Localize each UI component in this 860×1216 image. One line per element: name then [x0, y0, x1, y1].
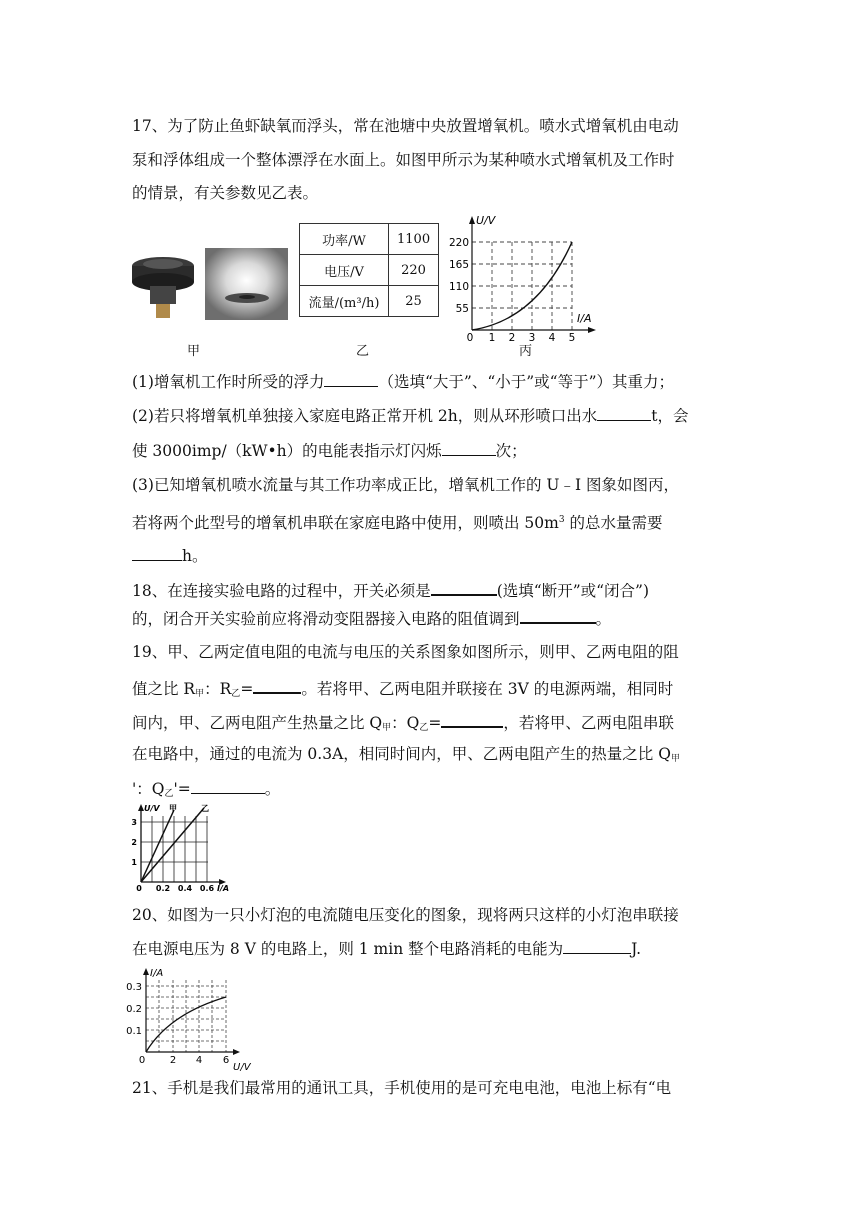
x-tick-label: 0 — [136, 884, 142, 893]
y-tick-label: 2 — [131, 838, 137, 847]
q20-line1: 20、如图为一只小灯泡的电流随电压变化的图象，现将两只这样的小灯泡串联接 — [132, 906, 679, 924]
caption-jia: 甲 — [187, 344, 201, 359]
q17-sub3-line3 — [132, 545, 732, 566]
answer-blank[interactable] — [442, 440, 496, 456]
text: 。 — [595, 610, 612, 628]
x-tick-label: 2 — [508, 332, 516, 344]
superscript: 3 — [558, 515, 565, 525]
answer-blank[interactable] — [191, 778, 265, 794]
y-axis-label: U/V — [144, 804, 160, 813]
x-tick-label: 1 — [488, 332, 496, 344]
table-row — [300, 286, 439, 317]
x-tick-label: 3 — [528, 332, 536, 344]
param-value: 25 — [389, 286, 439, 317]
q19-line3 — [132, 711, 732, 738]
caption-bing: 丙 — [519, 344, 533, 359]
text: 若将两个此型号的增氧机串联在家庭电路中使用，则喷出 50m — [132, 514, 559, 532]
answer-blank[interactable] — [324, 371, 378, 387]
iu-graph-bulb — [124, 966, 274, 1074]
q17-line1: 17、为了防止鱼虾缺氧而浮头，常在池塘中央放置增氧机。喷水式增氧机由电动 — [132, 117, 679, 135]
y-axis-label: U/V — [476, 214, 496, 227]
text: 间内，甲、乙两电阻产生热量之比 Q — [132, 714, 383, 732]
y-tick-label: 220 — [448, 237, 469, 249]
q17-sub2-line1 — [132, 405, 732, 426]
answer-blank[interactable] — [520, 607, 596, 624]
param-key: 流量/(m³/h) — [300, 286, 389, 317]
text: t，会 — [651, 407, 689, 425]
text: 的总水量需要 — [564, 514, 663, 532]
text: '：Q — [132, 780, 165, 798]
x-tick-label: 5 — [568, 332, 576, 344]
q17-sub3-line1: (3)已知增氧机喷水流量与其工作功率成正比，增氧机工作的 U﹣I 图象如图丙， — [132, 476, 679, 494]
text: 。若将甲、乙两电阻并联接在 3V 的电源两端，相同时 — [301, 680, 674, 698]
ui-graph-resistors — [128, 802, 238, 894]
answer-blank[interactable] — [441, 711, 503, 728]
subscript: 甲 — [195, 689, 205, 699]
y-axis-label: I/A — [150, 968, 164, 979]
q19-line5 — [132, 778, 732, 804]
text: (1)增氧机工作时所受的浮力 — [132, 373, 325, 391]
q19-line4 — [132, 744, 732, 769]
answer-blank[interactable] — [431, 579, 497, 596]
x-tick-label: 4 — [195, 1055, 203, 1066]
q17-sub3-line2 — [132, 510, 732, 533]
x-axis-label: I/A — [577, 312, 592, 325]
y-tick-label: 165 — [448, 259, 469, 271]
text: 值之比 R — [132, 680, 196, 698]
text: (2)若只将增氧机单独接入家庭电路正常开机 2h，则从环形喷口出水 — [132, 407, 598, 425]
y-tick-label: 110 — [448, 281, 469, 293]
text: 18、在连接实验电路的过程中，开关必须是 — [132, 582, 431, 600]
y-tick-label: 0.2 — [126, 1004, 142, 1015]
text: 在电源电压为 8 V 的电路上，则 1 min 整个电路消耗的电能为 — [132, 940, 564, 958]
x-tick-label: 0.6 — [199, 884, 215, 893]
param-key: 电压/V — [300, 255, 389, 286]
line-label-jia: 甲 — [169, 804, 177, 813]
x-tick-label: 0 — [466, 332, 474, 344]
q17-sub1 — [132, 371, 732, 392]
x-tick-label: 0.2 — [155, 884, 171, 893]
text: J. — [631, 940, 642, 958]
subscript: 乙 — [164, 789, 174, 799]
text: '= — [173, 780, 191, 798]
answer-blank[interactable] — [563, 938, 631, 954]
q18-line2 — [132, 607, 732, 629]
line-label-yi: 乙 — [201, 804, 209, 813]
text: 次； — [495, 442, 527, 460]
text: 的，闭合开关实验前应将滑动变阻器接入电路的阻值调到 — [132, 610, 520, 628]
subscript: 甲 — [382, 723, 392, 733]
y-tick-label: 0.3 — [126, 982, 142, 993]
q17-line2: 泵和浮体组成一个整体漂浮在水面上。如图甲所示为某种喷水式增氧机及工作时 — [132, 151, 675, 169]
text: (选填“断开”或“闭合”) — [496, 582, 650, 600]
parameter-table — [299, 223, 439, 317]
table-row — [300, 224, 439, 255]
param-value: 1100 — [389, 224, 439, 255]
param-value: 220 — [389, 255, 439, 286]
x-tick-label: 4 — [548, 332, 556, 344]
q17-line3: 的情景，有关参数见乙表。 — [132, 184, 319, 202]
text: = — [428, 714, 442, 732]
q17-sub2-line2 — [132, 440, 732, 461]
x-axis-label: U/V — [233, 1062, 251, 1073]
answer-blank[interactable] — [253, 677, 301, 694]
q20-line2 — [132, 938, 732, 959]
subscript: 甲 — [670, 754, 680, 764]
x-tick-label: 0.4 — [177, 884, 193, 893]
aerator-working-photo — [205, 248, 288, 320]
text: ：Q — [391, 714, 420, 732]
text: 使 3000imp/（kW•h）的电能表指示灯闪烁 — [132, 442, 442, 460]
param-key: 功率/W — [300, 224, 389, 255]
caption-yi: 乙 — [356, 344, 370, 359]
aerator-product-image — [130, 248, 196, 320]
q18-line1 — [132, 579, 732, 601]
x-tick-label: 0 — [138, 1055, 146, 1066]
table-row — [300, 255, 439, 286]
text: 在电路中，通过的电流为 0.3A，相同时间内，甲、乙两电阻产生的热量之比 Q — [132, 745, 671, 763]
q19-line1: 19、甲、乙两定值电阻的电流与电压的关系图象如图所示，则甲、乙两电阻的阻 — [132, 643, 679, 661]
text: ：R — [204, 680, 232, 698]
text: = — [240, 680, 254, 698]
text: （选填“大于”、“小于”或“等于”）其重力； — [378, 373, 675, 391]
text: h。 — [182, 547, 208, 565]
subscript: 乙 — [419, 723, 429, 733]
ui-graph-aerator — [448, 212, 607, 344]
y-tick-label: 1 — [131, 858, 137, 867]
y-tick-label: 3 — [131, 818, 137, 827]
subscript: 乙 — [231, 689, 241, 699]
text: ，若将甲、乙两电阻串联 — [503, 714, 674, 732]
answer-blank[interactable] — [597, 405, 651, 421]
text: 。 — [264, 780, 281, 798]
x-tick-label: 6 — [222, 1055, 230, 1066]
q21-line1: 21、手机是我们最常用的通讯工具，手机使用的是可充电电池，电池上标有“电 — [132, 1079, 672, 1097]
y-tick-label: 55 — [455, 303, 469, 315]
answer-blank[interactable] — [132, 545, 182, 561]
x-tick-label: 2 — [169, 1055, 177, 1066]
x-axis-label: I/A — [217, 884, 230, 893]
q19-line2 — [132, 677, 732, 704]
y-tick-label: 0.1 — [126, 1026, 142, 1037]
